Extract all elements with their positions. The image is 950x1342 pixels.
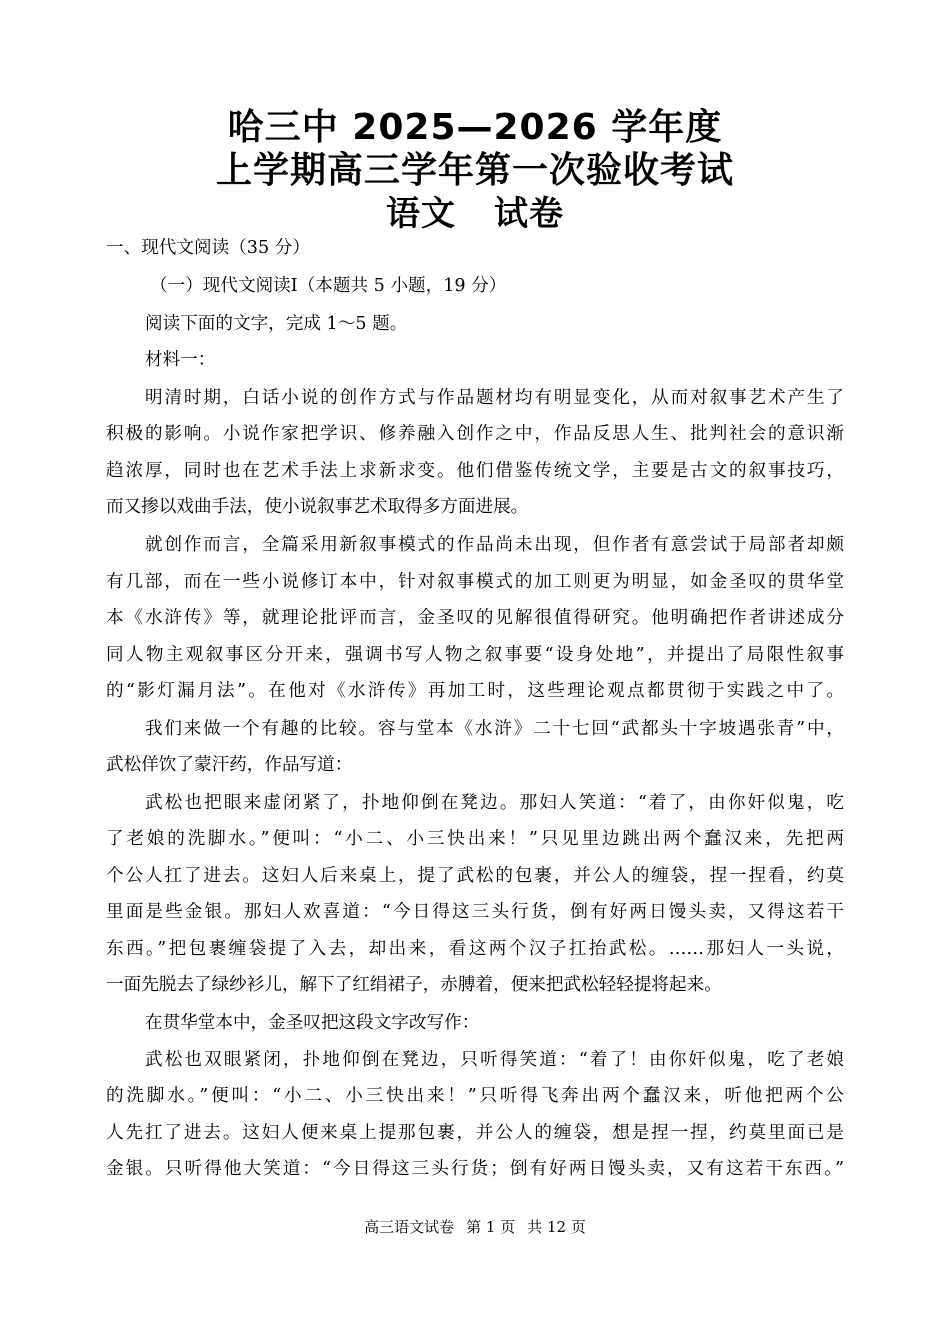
exam-title-line2: 上学期高三学年第一次验收考试 bbox=[215, 150, 734, 191]
exam-subject-title bbox=[0, 191, 950, 237]
text-line: 一面先脱去了绿纱衫儿，解下了红绢裙子，赤膊着，便来把武松轻轻提将起来。 bbox=[106, 975, 722, 995]
subject-name: 语文 bbox=[386, 194, 456, 234]
text-line: 里面是些金银。那妇人欢喜道：“今日得这三头行货，倒有好两日馒头卖，又得这若干 bbox=[106, 902, 844, 922]
page-footer bbox=[0, 1217, 950, 1237]
section-heading: 一、现代文阅读（35 分） bbox=[106, 238, 310, 258]
text-line: 武松也把眼来虚闭紧了，扑地仰倒在凳边。那妇人笑道：“着了，由你奸似鬼，吃 bbox=[145, 793, 844, 813]
text-line: 就创作而言，全篇采用新叙事模式的作品尚未出现，但作者有意尝试于局部者却颇 bbox=[145, 535, 844, 555]
text-line: 了老娘的洗脚水。”便叫：“小二、小三快出来！”只见里边跳出两个蠢汉来，先把两 bbox=[106, 829, 844, 849]
text-line: 的洗脚水。”便叫：“小二、小三快出来！”只听得飞奔出两个蠢汉来，听他把两个公 bbox=[106, 1086, 844, 1106]
footer-total-pages: 共 12 页 bbox=[527, 1218, 586, 1236]
footer-subject: 高三语文试卷 bbox=[364, 1218, 455, 1236]
text-line: 个公人扛了进去。这妇人后来桌上，提了武松的包裹，并公人的缠袋，捏一捏看，约莫 bbox=[106, 866, 844, 886]
text-line: 同人物主观叙事区分开来，强调书写人物之叙事要“设身处地”，并提出了局限性叙事 bbox=[106, 645, 844, 665]
text-line: 武松也双眼紧闭，扑地仰倒在凳边，只听得笑道：“着了！由你奸似鬼，吃了老娘 bbox=[145, 1050, 844, 1070]
material-label: 材料一： bbox=[145, 350, 216, 370]
text-line: 积极的影响。小说作家把学识、修养融入创作之中，作品反思人生、批判社会的意识渐 bbox=[106, 424, 844, 444]
exam-title-line1: 哈三中 2025—2026 学年度 bbox=[227, 107, 723, 148]
text-line: 的“影灯漏月法”。在他对《水浒传》再加工时，这些理论观点都贯彻于实践之中了。 bbox=[106, 681, 844, 701]
text-line: 本《水浒传》等，就理论批评而言，金圣叹的见解很值得研究。他明确把作者讲述成分 bbox=[106, 608, 844, 628]
text-line: 我们来做一个有趣的比较。容与堂本《水浒》二十七回“武都头十字坡遇张青”中， bbox=[145, 719, 844, 739]
paper-label: 试卷 bbox=[494, 194, 564, 234]
instruction-text: 阅读下面的文字，完成 1～5 题。 bbox=[145, 314, 408, 334]
footer-page-number: 第 1 页 bbox=[466, 1218, 516, 1236]
text-line: 东西。”把包裹缠袋提了入去，却出来，看这两个汉子扛抬武松。……那妇人一头说， bbox=[106, 939, 844, 959]
text-line: 人先扛了进去。这妇人便来桌上提那包裹，并公人的缠袋，想是捏一捏，约莫里面已是 bbox=[106, 1123, 844, 1143]
text-line: 在贯华堂本中，金圣叹把这段文字改写作： bbox=[145, 1013, 480, 1033]
text-line: 趋浓厚，同时也在艺术手法上求新求变。他们借鉴传统文学，主要是古文的叙事技巧， bbox=[106, 461, 844, 481]
text-line: 而又掺以戏曲手法，使小说叙事艺术取得多方面进展。 bbox=[106, 497, 529, 517]
text-line: 金银。只听得他大笑道：“今日得这三头行货；倒有好两日馒头卖，又有这若干东西。” bbox=[106, 1159, 844, 1179]
text-line: 明清时期，白话小说的创作方式与作品题材均有明显变化，从而对叙事艺术产生了 bbox=[145, 388, 844, 408]
sub-section-heading: （一）现代文阅读I（本题共 5 小题，19 分） bbox=[150, 276, 507, 296]
text-line: 有几部，而在一些小说修订本中，针对叙事模式的加工则更为明显，如金圣叹的贯华堂 bbox=[106, 572, 844, 592]
text-line: 武松佯饮了蒙汗药，作品写道： bbox=[106, 755, 353, 775]
